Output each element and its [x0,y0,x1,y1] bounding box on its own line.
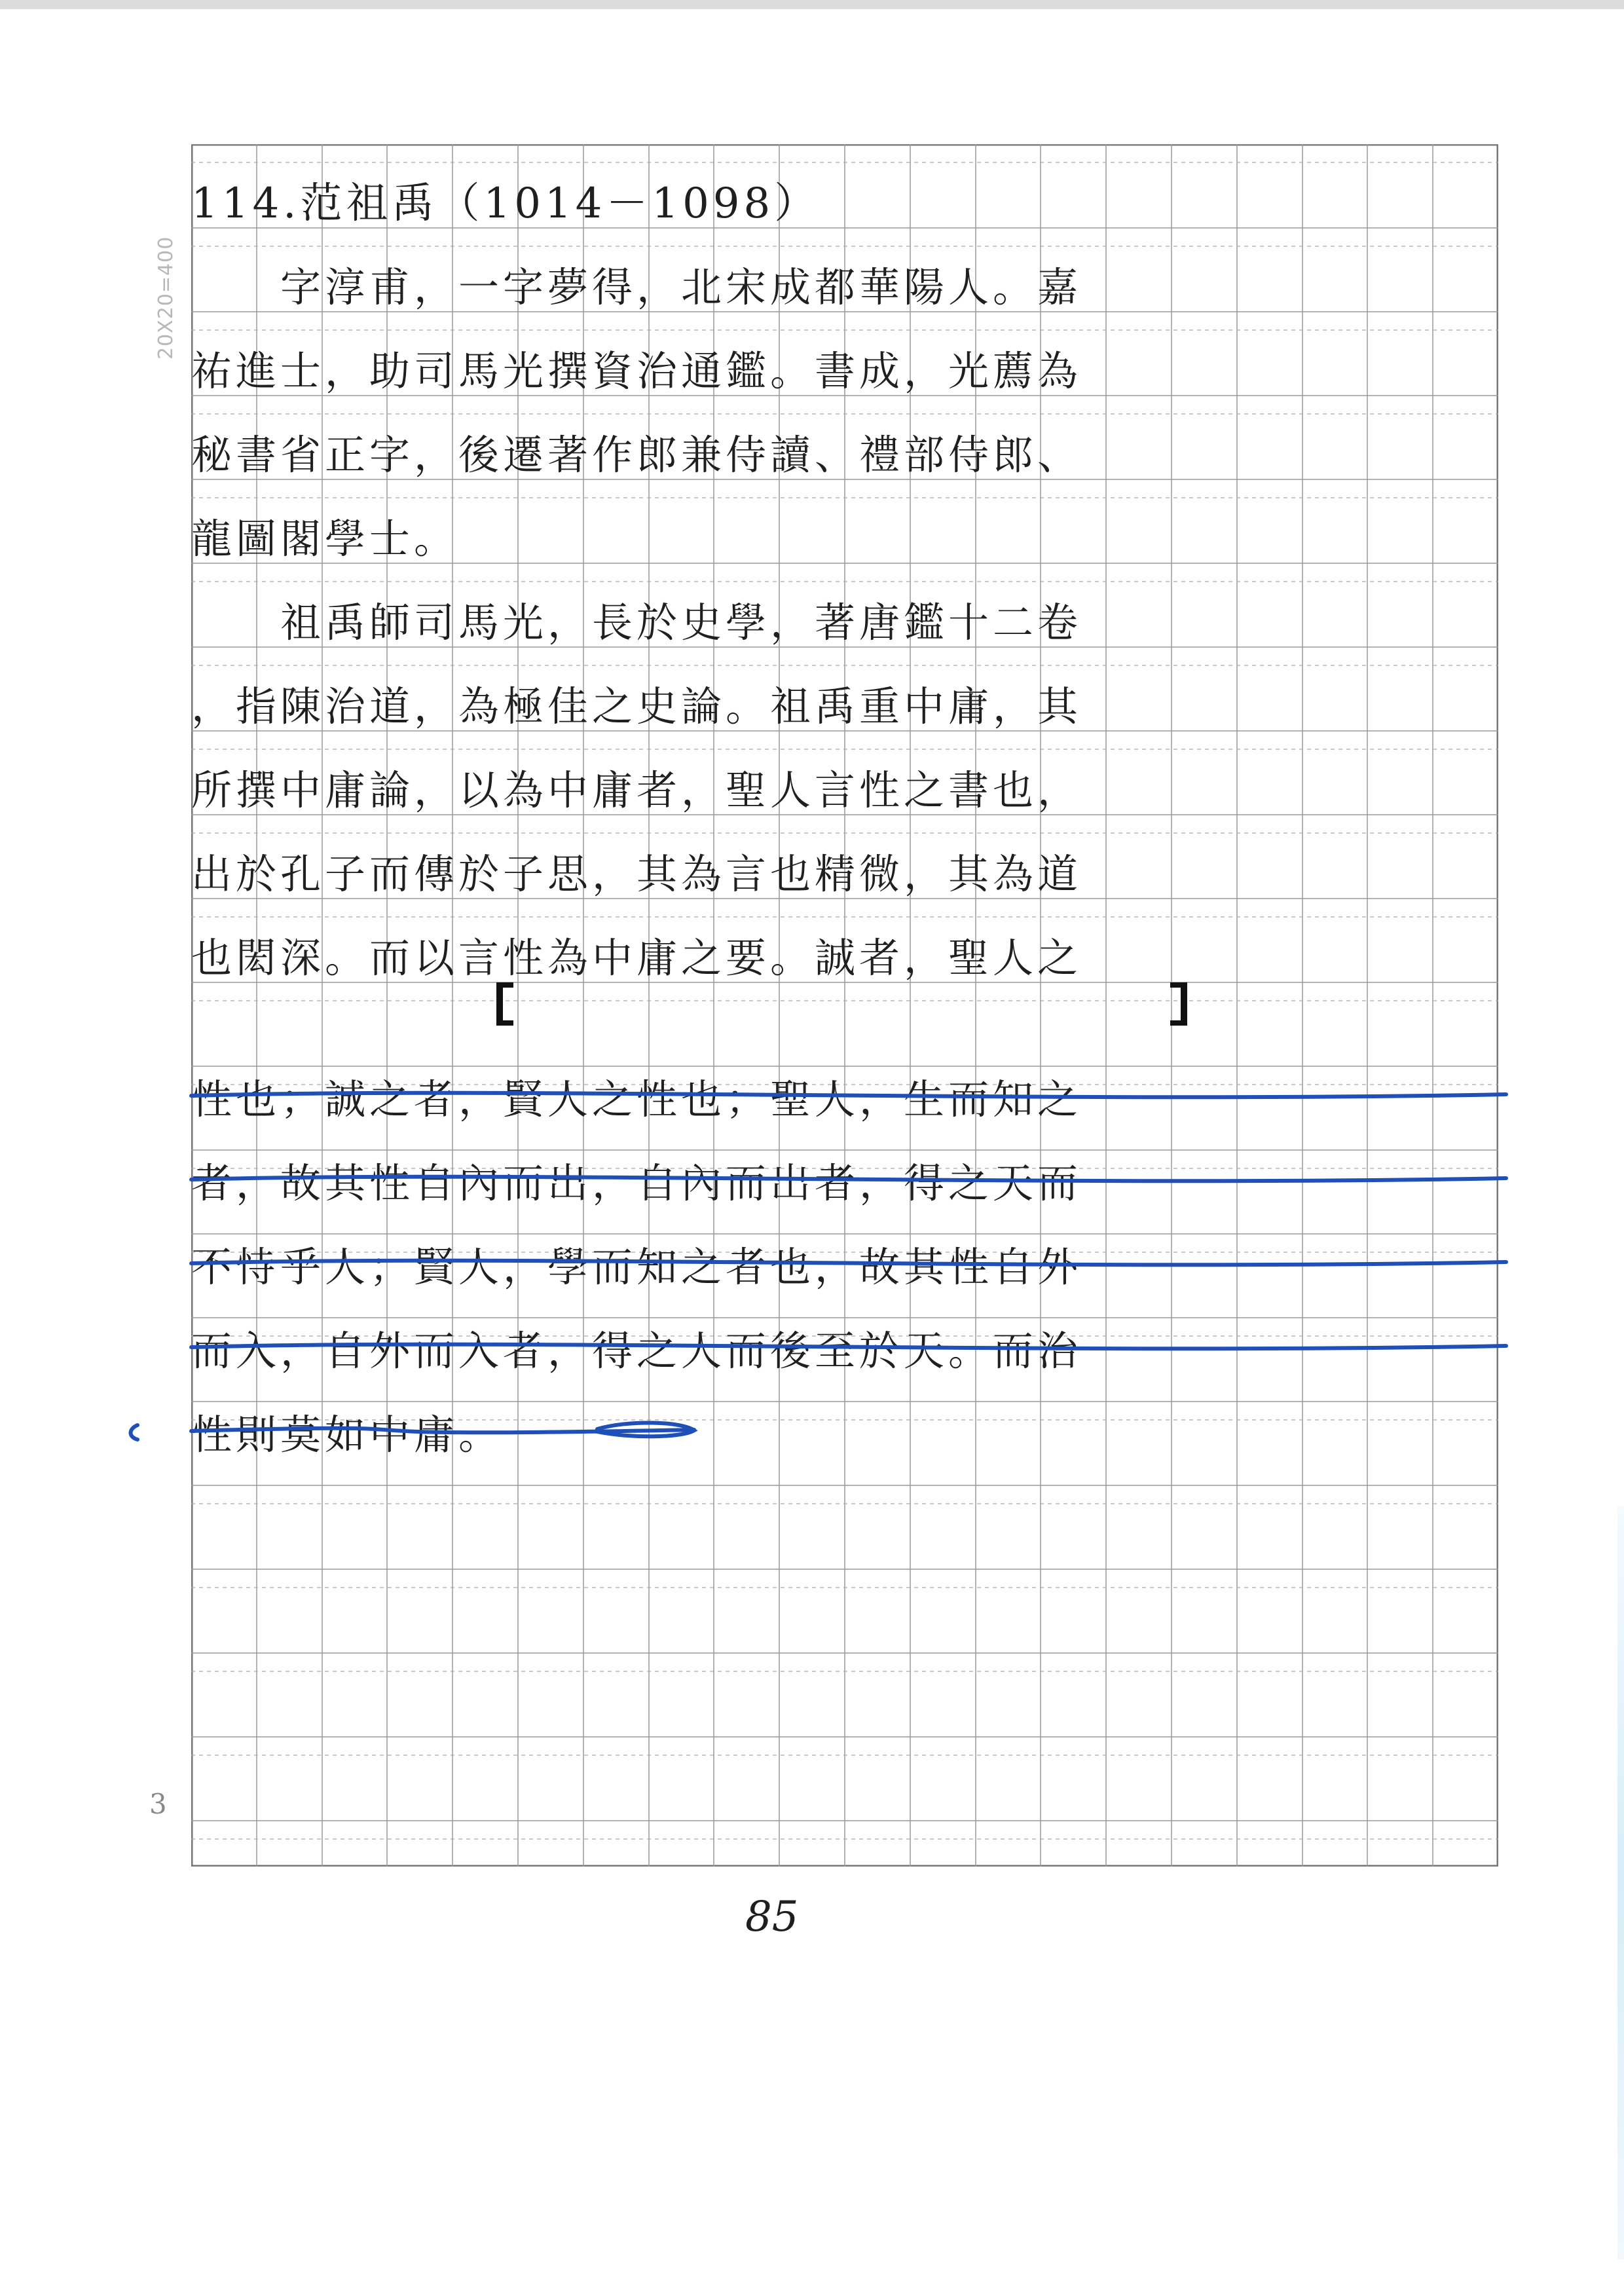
scan-edge [1617,1506,1624,2259]
line-text: 出於孔子而傳於子思，其為言也精微，其為道 [191,849,1082,898]
manuscript-line-8 [191,754,1498,819]
line-text: 也閎深。而以言性為中庸之要。誠者，聖人之 [191,933,1082,982]
insertion-bracket-left [496,982,513,1026]
manuscript-line-9 [191,838,1498,903]
line-text: 者，故其性自內而出，自內而出者，得之天而 [191,1159,1082,1207]
line-text: 字淳甫，一字夢得，北宋成都華陽人。嘉 [191,263,1082,311]
manuscript-line-13 [191,1231,1498,1296]
manuscript-line-15 [191,1398,1498,1464]
manuscript-line-5 [191,502,1498,568]
margin-mark: 3 [149,1788,167,1820]
line-text: 秘書省正字，後遷著作郎兼侍讀、禮部侍郎、 [191,430,1082,479]
manuscript-line-3 [191,335,1498,400]
manuscript-line-1 [191,167,1498,232]
line-text: 114.范祖禹（1014－1098） [191,179,821,228]
line-text: 龍圖閣學士。 [191,514,459,563]
manuscript-line-4 [191,418,1498,484]
page-number: 85 [745,1893,799,1941]
paper-spec: 20X20=400 [155,236,177,360]
manuscript-line-10 [191,921,1498,987]
insertion-bracket-right [1170,982,1187,1026]
manuscript-line-14 [191,1314,1498,1380]
line-text: 祐進士，助司馬光撰資治通鑑。書成，光薦為 [191,346,1082,395]
line-text: ，指陳治道，為極佳之史論。祖禹重中庸，其 [191,682,1082,730]
line-text: 性則莫如中庸。 [191,1410,504,1459]
insertion-marks [191,982,1498,1028]
manuscript-line-7 [191,670,1498,735]
line-text: 性也；誠之者，賢人之性也；聖人，生而知之 [191,1075,1082,1123]
line-text: 祖禹師司馬光，長於史學，著唐鑑十二卷 [191,598,1082,646]
line-text: 而入，自外而入者，得之人而後至於天。而治 [191,1326,1082,1375]
manuscript-line-12 [191,1147,1498,1212]
line-text: 所撰中庸論，以為中庸者，聖人言性之書也， [191,766,1082,814]
manuscript-line-2 [191,251,1498,316]
manuscript-line-11 [191,1063,1498,1128]
manuscript-line-6 [191,586,1498,652]
line-text: 不恃乎人；賢人，學而知之者也，故其性自外 [191,1242,1082,1291]
scan-top-border [0,0,1624,9]
